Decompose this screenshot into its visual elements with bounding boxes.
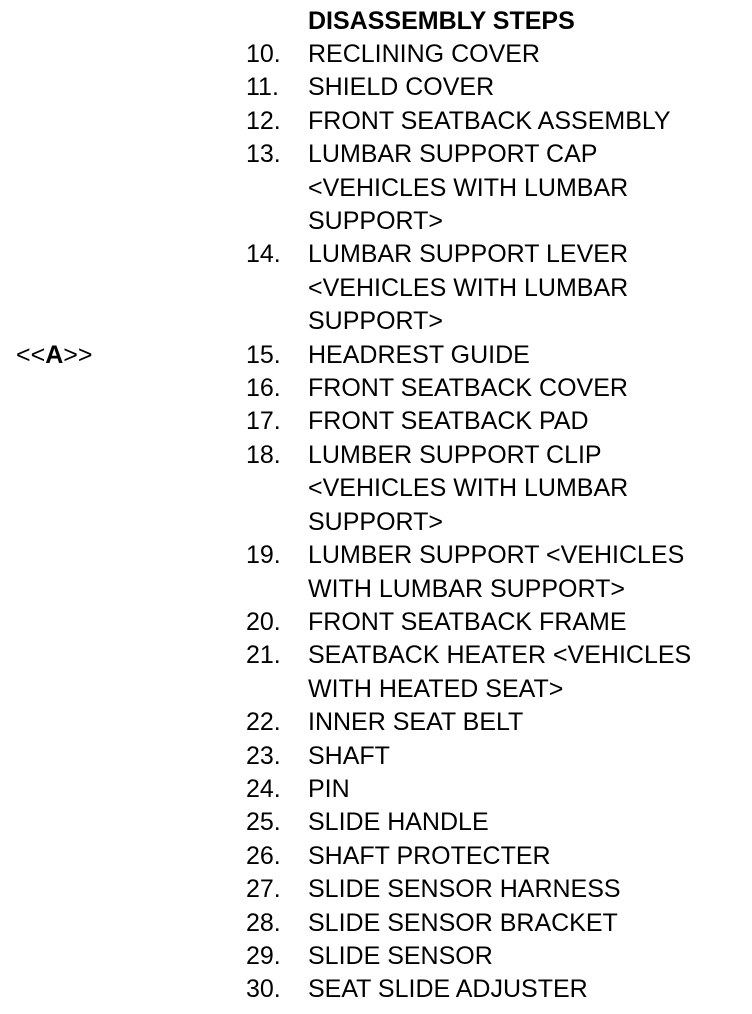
- step-number: 13.: [246, 140, 281, 169]
- step-text: LUMBER SUPPORT CLIP <VEHICLES WITH LUMBAR SUPPORT>: [308, 440, 629, 536]
- step-number: 28.: [246, 908, 281, 937]
- step-text: LUMBAR SUPPORT LEVER <VEHICLES WITH LUMBAR SUPPORT>: [308, 240, 629, 336]
- step-number: 14.: [246, 240, 281, 269]
- step-number: 17.: [246, 407, 281, 436]
- step-text: SEATBACK HEATER <VEHICLES WITH HEATED SEAT>: [308, 641, 692, 703]
- step-text: LUMBAR SUPPORT CAP <VEHICLES WITH LUMBAR SUPPORT>: [308, 140, 629, 236]
- step-number: 16.: [246, 374, 281, 403]
- step-text: SEAT SLIDE ADJUSTER: [308, 975, 588, 1004]
- step-text: LUMBER SUPPORT <VEHICLES WITH LUMBAR SUPPORT>: [308, 541, 685, 603]
- step-number: 25.: [246, 808, 281, 837]
- step-item: [246, 105, 748, 138]
- step-item: [246, 940, 748, 973]
- step-text: SHIELD COVER: [308, 73, 495, 102]
- step-item: [246, 606, 748, 639]
- step-number: 22.: [246, 708, 281, 737]
- step-text: SLIDE SENSOR HARNESS: [308, 875, 621, 904]
- step-item: [246, 372, 748, 405]
- step-number: 15.: [246, 340, 281, 369]
- step-text: SHAFT PROTECTER: [308, 841, 551, 870]
- step-number: 30.: [246, 975, 281, 1004]
- step-text: PIN: [308, 774, 350, 803]
- step-number: 23.: [246, 741, 281, 770]
- step-item: [246, 907, 748, 940]
- step-text: FRONT SEATBACK COVER: [308, 374, 628, 403]
- step-item: [246, 773, 748, 806]
- step-text: HEADREST GUIDE: [308, 340, 530, 369]
- step-item: [246, 706, 748, 739]
- step-item: [246, 873, 748, 906]
- step-item: [246, 339, 748, 372]
- step-text: SLIDE SENSOR: [308, 941, 493, 970]
- step-number: 19.: [246, 541, 281, 570]
- step-number: 12.: [246, 106, 281, 135]
- step-number: 26.: [246, 841, 281, 870]
- step-item: [246, 238, 748, 338]
- step-number: 20.: [246, 607, 281, 636]
- step-item: [246, 639, 748, 706]
- step-item: [246, 539, 748, 606]
- step-text: SLIDE SENSOR BRACKET: [308, 908, 618, 937]
- step-item: [246, 840, 748, 873]
- step-text: INNER SEAT BELT: [308, 708, 524, 737]
- step-item: [246, 71, 748, 104]
- step-text: SHAFT: [308, 741, 390, 770]
- step-text: SLIDE HANDLE: [308, 808, 489, 837]
- step-number: 24.: [246, 774, 281, 803]
- step-item: [246, 973, 748, 1006]
- marker-suffix: >>: [63, 341, 93, 369]
- step-number: 10.: [246, 40, 281, 68]
- step-number: 27.: [246, 875, 281, 904]
- section-heading: DISASSEMBLY STEPS: [308, 7, 575, 35]
- step-text: FRONT SEATBACK ASSEMBLY: [308, 106, 671, 135]
- disassembly-steps-list: [246, 38, 748, 1007]
- step-item: [246, 138, 748, 238]
- marker-letter: A: [45, 341, 64, 369]
- step-item: [246, 439, 748, 539]
- step-item: [246, 740, 748, 773]
- step-number: 29.: [246, 941, 281, 970]
- step-item: [246, 806, 748, 839]
- step-number: 18.: [246, 440, 281, 469]
- step-item: [246, 38, 748, 71]
- step-item: [246, 405, 748, 438]
- section-marker: [16, 339, 92, 372]
- marker-prefix: <<: [16, 341, 46, 369]
- step-number: 11.: [246, 73, 279, 102]
- step-text: FRONT SEATBACK FRAME: [308, 607, 627, 636]
- step-text: FRONT SEATBACK PAD: [308, 407, 589, 436]
- step-text: RECLINING COVER: [308, 40, 540, 68]
- step-number: 21.: [246, 641, 281, 670]
